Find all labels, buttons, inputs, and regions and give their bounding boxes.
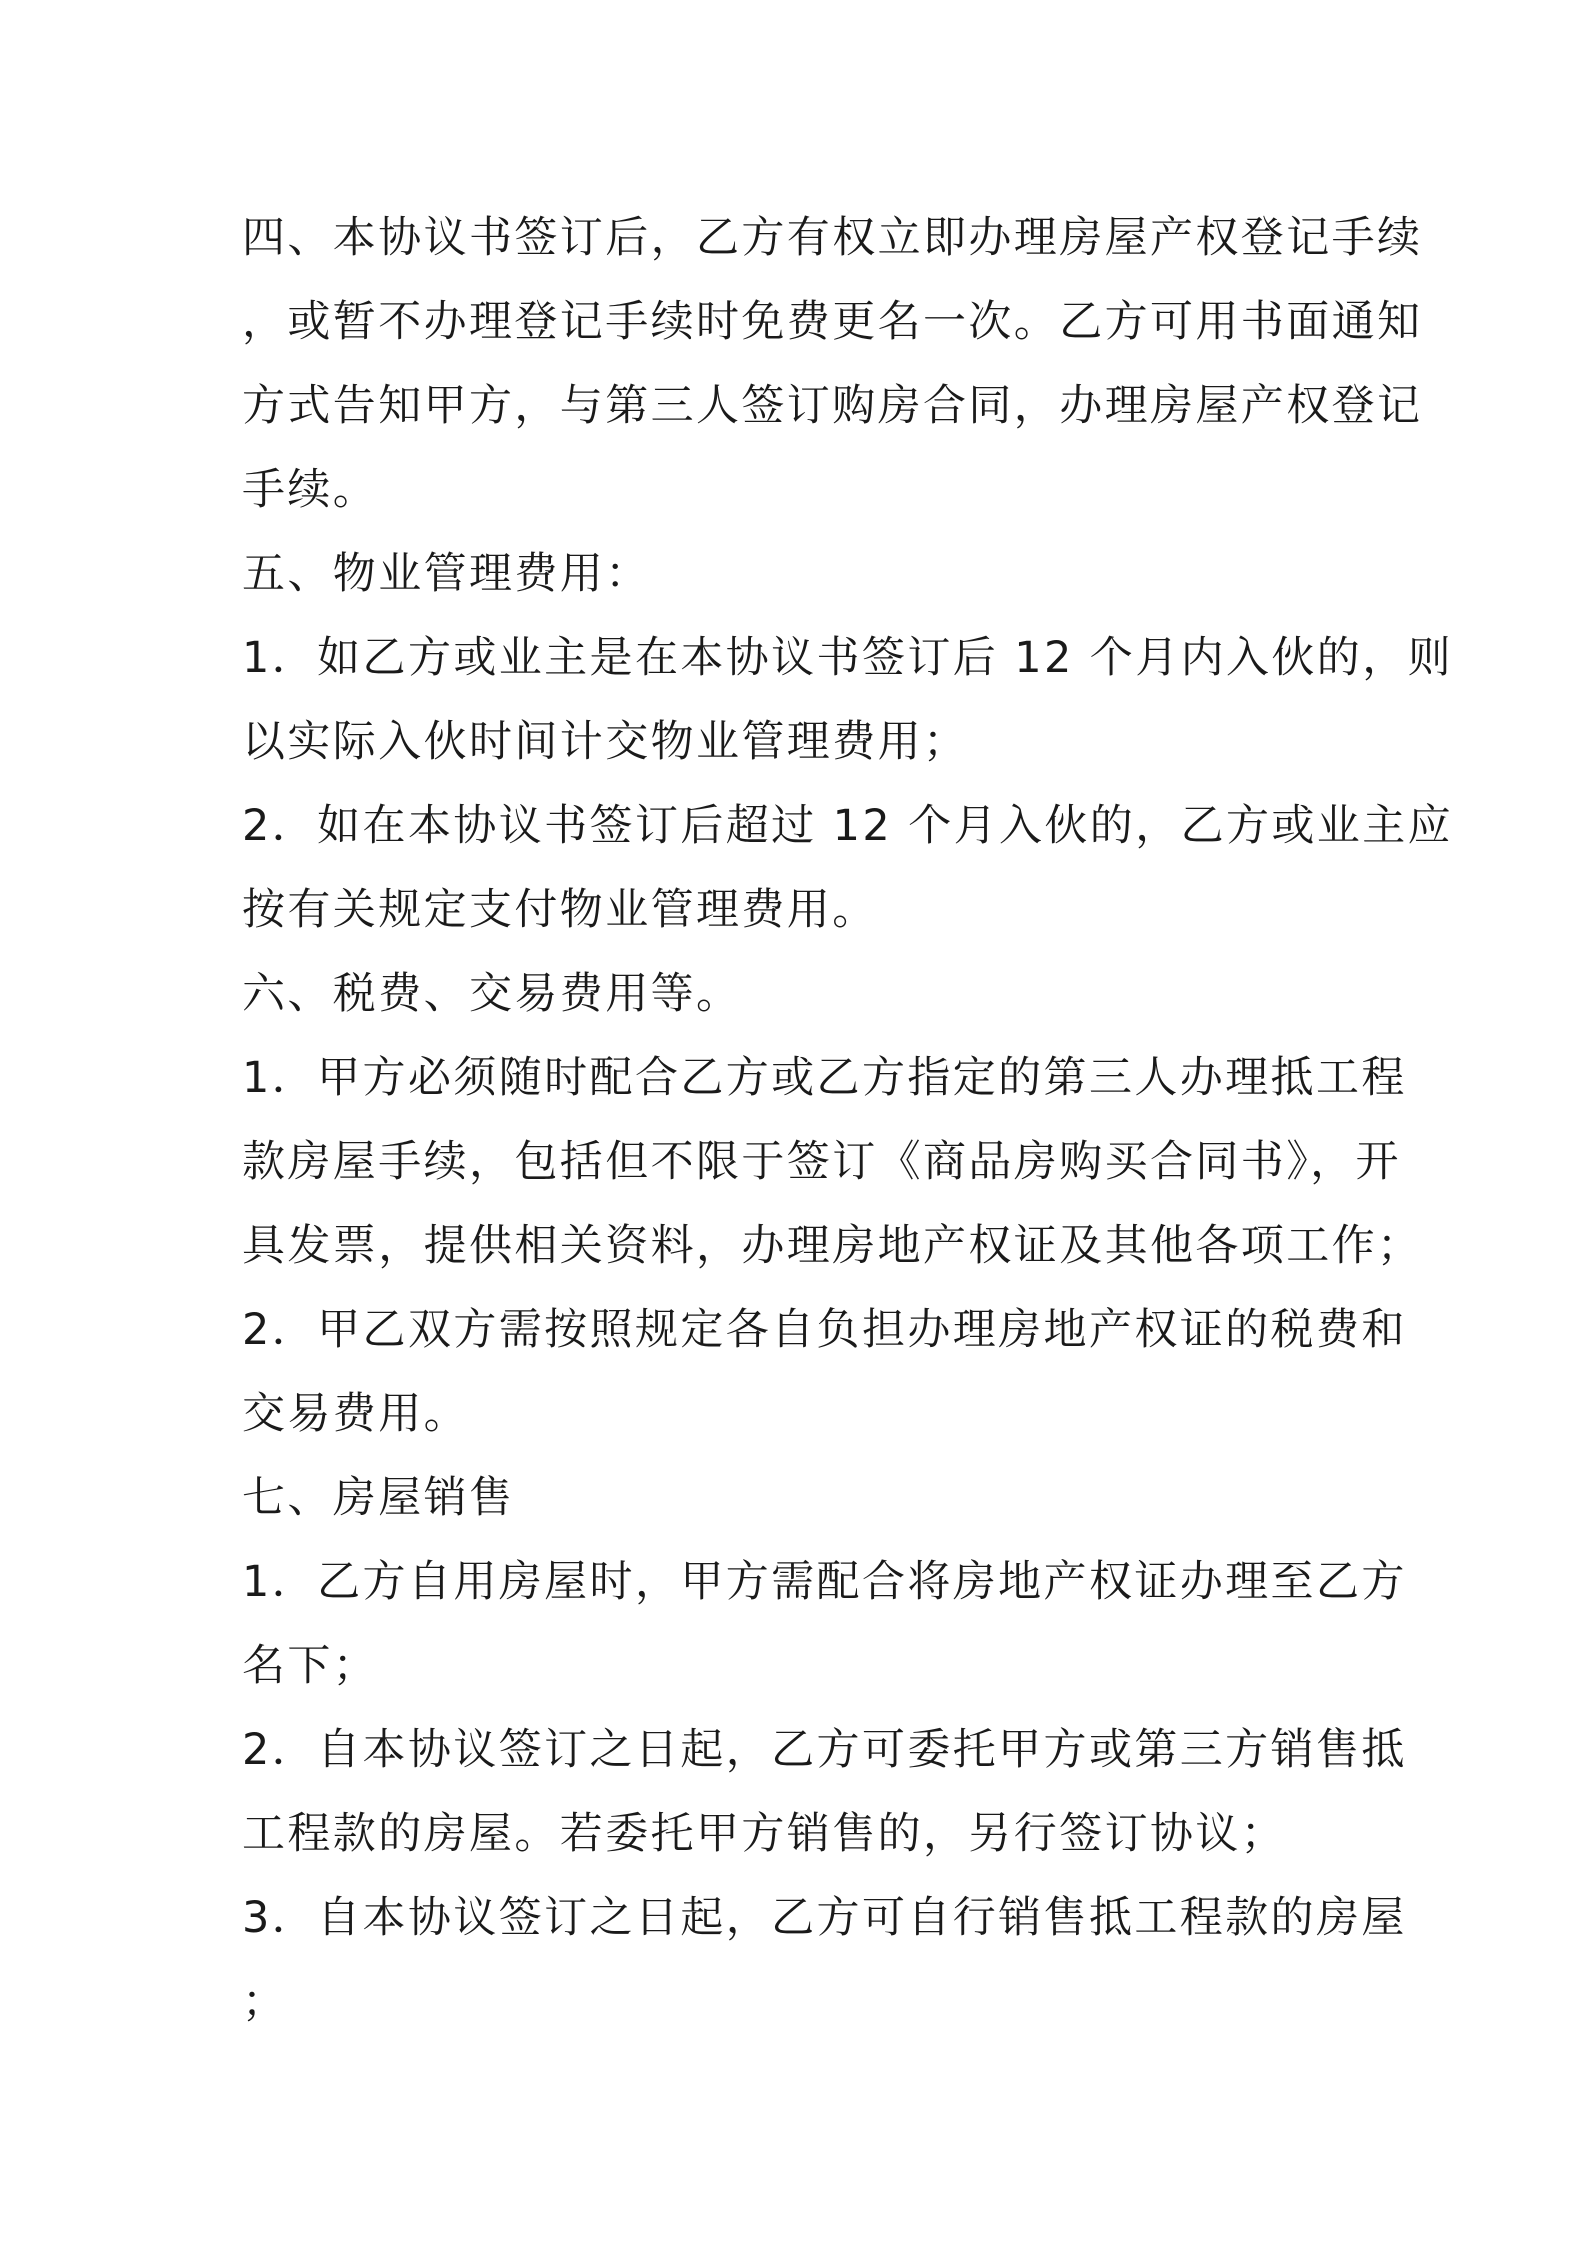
- section-7-item-2-line-2: 工程款的房屋。若委托甲方销售的，另行签订协议；: [242, 1809, 1287, 1859]
- section-7-item-1-line-2: 名下；: [242, 1641, 379, 1691]
- section-5-item-2-line-1: 2．如在本协议书签订后超过 12 个月入伙的，乙方或业主应: [242, 801, 1454, 851]
- section-7-item-3-line-2: ；: [242, 1977, 288, 2027]
- section-4-line-3: 方式告知甲方，与第三人签订购房合同，办理房屋产权登记: [242, 381, 1423, 431]
- section-6-item-2-line-1: 2．甲乙双方需按照规定各自负担办理房地产权证的税费和: [242, 1305, 1407, 1355]
- section-4-line-2: ，或暂不办理登记手续时免费更名一次。乙方可用书面通知: [242, 297, 1423, 347]
- section-4-line-4: 手续。: [242, 465, 379, 515]
- section-6-item-1-line-3: 具发票，提供相关资料，办理房地产权证及其他各项工作；: [242, 1221, 1423, 1271]
- section-5-heading: 五、物业管理费用：: [242, 549, 651, 599]
- section-7-item-3-line-1: 3．自本协议签订之日起，乙方可自行销售抵工程款的房屋: [242, 1893, 1407, 1943]
- section-6-item-2-line-2: 交易费用。: [242, 1389, 469, 1439]
- document-body: [242, 196, 1454, 2044]
- section-7-item-2-line-1: 2．自本协议签订之日起，乙方可委托甲方或第三方销售抵: [242, 1725, 1407, 1775]
- section-7-heading: 七、房屋销售: [242, 1473, 515, 1523]
- section-5-item-2-line-2: 按有关规定支付物业管理费用。: [242, 885, 878, 935]
- section-4-line-1: 四、本协议书签订后，乙方有权立即办理房屋产权登记手续: [242, 213, 1423, 263]
- section-6-heading: 六、税费、交易费用等。: [242, 969, 742, 1019]
- section-6-item-1-line-2: 款房屋手续，包括但不限于签订《商品房购买合同书》，开: [242, 1137, 1401, 1187]
- section-5-item-1-line-2: 以实际入伙时间计交物业管理费用；: [242, 717, 969, 767]
- section-5-item-1-line-1: 1．如乙方或业主是在本协议书签订后 12 个月内入伙的，则: [242, 633, 1454, 683]
- section-7-item-1-line-1: 1．乙方自用房屋时，甲方需配合将房地产权证办理至乙方: [242, 1557, 1407, 1607]
- section-6-item-1-line-1: 1．甲方必须随时配合乙方或乙方指定的第三人办理抵工程: [242, 1053, 1407, 1103]
